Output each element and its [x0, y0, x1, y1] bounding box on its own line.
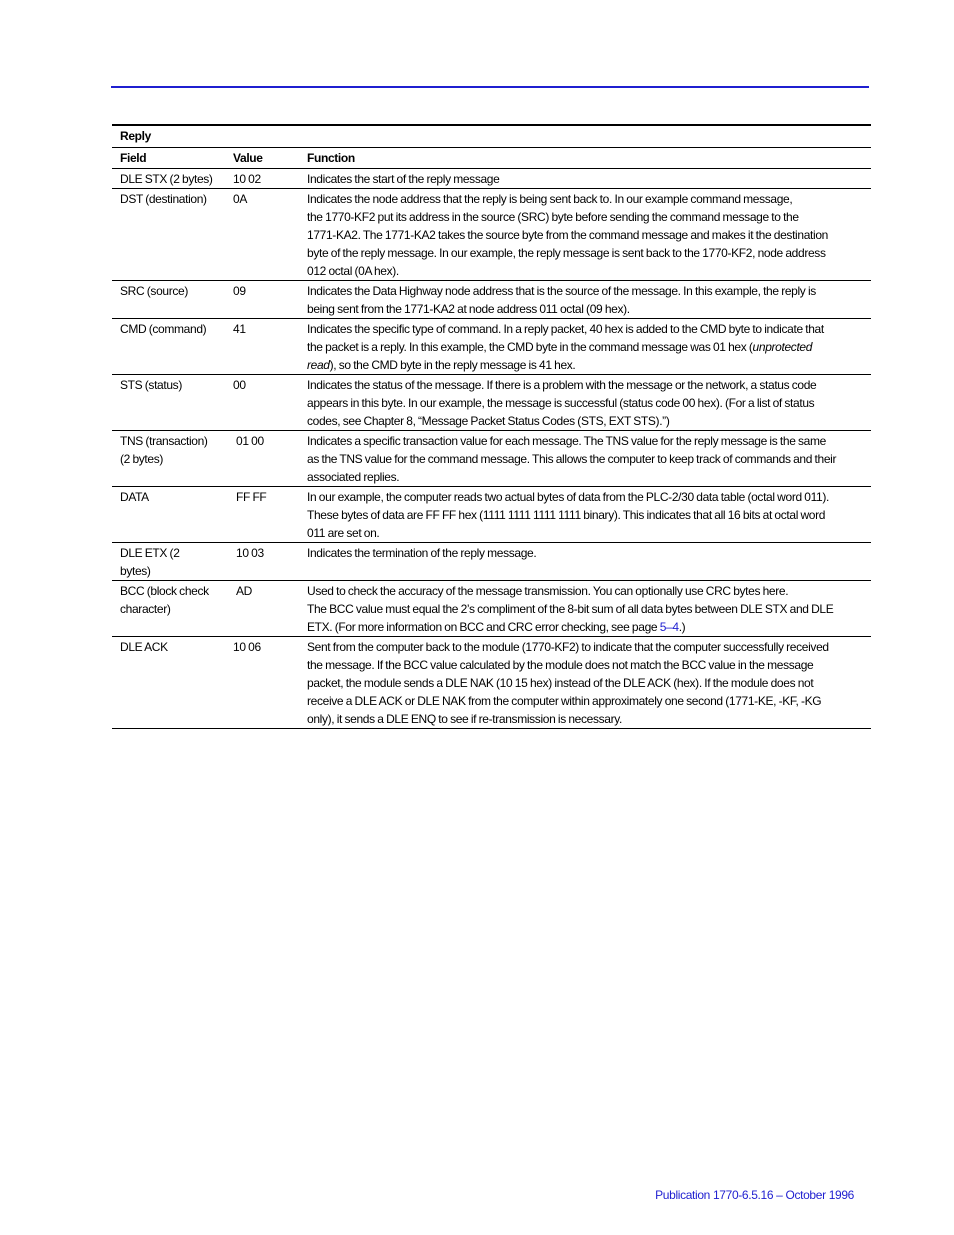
table-row [112, 375, 871, 431]
function-line [307, 618, 867, 636]
page-link[interactable]: 5–4 [659, 620, 679, 634]
column-header-function: Function [307, 151, 355, 165]
function-line: Indicates the termination of the reply message. [307, 546, 537, 560]
function-text: ETX. (For more information on BCC and CRC error checking, see page [307, 620, 660, 634]
value-cell: 41 [233, 322, 246, 336]
table-row [112, 281, 871, 319]
field-line: DLE ETX (2 [120, 546, 180, 560]
function-text: .) [678, 620, 686, 634]
function-line: 011 are set on. [307, 526, 380, 540]
value-cell: 0A [233, 192, 247, 206]
function-cell [307, 581, 871, 636]
value-cell: 10 02 [233, 172, 261, 186]
value-cell: 00 [233, 378, 246, 392]
field-cell: DLE STX (2 bytes) [120, 172, 213, 186]
table-row [112, 169, 871, 189]
function-line: These bytes of data are FF FF hex (1111 1111 1111 1111 binary). This indicates that all 16 bits at octal word [307, 508, 826, 522]
header-rule [111, 86, 869, 88]
function-cell [307, 431, 871, 486]
function-line: 1771-KA2. The 1771-KA2 takes the source byte from the command message and makes it the destination [307, 228, 828, 242]
table-row [112, 319, 871, 375]
field-line: character) [120, 602, 171, 616]
column-header-field: Field [120, 151, 147, 165]
function-line: the 1770-KF2 put its address in the source (SRC) byte before sending the command message to the [307, 210, 799, 224]
table-caption: Reply [112, 126, 871, 148]
function-line: Sent from the computer back to the module (1770-KF2) to indicate that the computer successfully received [307, 640, 829, 654]
reply-table [112, 124, 871, 729]
function-line: only), it sends a DLE ENQ to see if re-transmission is necessary. [307, 712, 622, 726]
table-row [112, 637, 871, 728]
field-cell [112, 431, 233, 486]
field-cell: STS (status) [120, 378, 182, 392]
function-line: Indicates the status of the message. If there is a problem with the message or the network, a status code [307, 378, 817, 392]
function-cell [307, 637, 871, 728]
publication-footer: Publication 1770-6.5.16 – October 1996 [655, 1188, 854, 1202]
function-line: In our example, the computer reads two actual bytes of data from the PLC-2/30 data table (octal word 011). [307, 490, 829, 504]
function-line: packet, the module sends a DLE NAK (10 15 hex) instead of the DLE ACK (hex). If the module does not [307, 676, 814, 690]
function-cell [307, 189, 871, 280]
function-cell [307, 319, 871, 374]
function-cell [307, 281, 871, 318]
function-cell [307, 375, 871, 430]
function-line: receive a DLE ACK or DLE NAK from the computer within approximately one second (1771-KE, -KF, -KG [307, 694, 822, 708]
function-line: as the TNS value for the command message. This allows the computer to keep track of commands and their [307, 452, 837, 466]
field-line: BCC (block check [120, 584, 209, 598]
table-row [112, 431, 871, 487]
table-row [112, 189, 871, 281]
value-cell: 09 [233, 284, 246, 298]
field-cell [112, 581, 233, 636]
table-row [112, 581, 871, 637]
function-line: byte of the reply message. In our example, the reply message is sent back to the 1770-KF2, node address [307, 246, 826, 260]
table-header-row [112, 148, 871, 169]
value-cell: 10 06 [233, 640, 261, 654]
function-cell [307, 487, 871, 542]
function-line: Indicates the specific type of command. In a reply packet, 40 hex is added to the CMD byte to indicate that [307, 322, 824, 336]
emphasis-text: unprotected [752, 340, 813, 354]
value-cell: AD [236, 584, 252, 598]
function-line: Indicates a specific transaction value for each message. The TNS value for the reply message is the same [307, 434, 826, 448]
emphasis-text: read [307, 358, 330, 372]
field-line: bytes) [120, 564, 151, 578]
function-line: Indicates the node address that the reply is being sent back to. In our example command message, [307, 192, 793, 206]
table-row [112, 543, 871, 581]
field-cell: CMD (command) [120, 322, 207, 336]
column-header-value: Value [233, 151, 263, 165]
value-cell: 10 03 [236, 546, 264, 560]
function-line: appears in this byte. In our example, the message is successful (status code 00 hex). (For a list of status [307, 396, 815, 410]
function-line: codes, see Chapter 8, “Message Packet Status Codes (STS, EXT STS).”) [307, 414, 670, 428]
function-line: 012 octal (0A hex). [307, 264, 399, 278]
field-cell: SRC (source) [120, 284, 188, 298]
field-cell: DLE ACK [120, 640, 168, 654]
function-cell [307, 543, 871, 580]
field-line: (2 bytes) [120, 452, 164, 466]
function-line: The BCC value must equal the 2’s compliment of the 8-bit sum of all data bytes between DLE STX and DLE [307, 602, 834, 616]
function-line: being sent from the 1771-KA2 at node address 011 octal (09 hex). [307, 302, 630, 316]
function-line: Indicates the Data Highway node address that is the source of the message. In this example, the reply is [307, 284, 816, 298]
value-cell: 01 00 [236, 434, 264, 448]
function-line [307, 356, 867, 374]
field-line: TNS (transaction) [120, 434, 208, 448]
function-line [307, 338, 867, 356]
function-line: Indicates the start of the reply message [307, 172, 500, 186]
field-cell: DST (destination) [120, 192, 207, 206]
function-line: Used to check the accuracy of the message transmission. You can optionally use CRC bytes here. [307, 584, 789, 598]
value-cell: FF FF [236, 490, 267, 504]
field-cell: DATA [120, 490, 149, 504]
field-cell [112, 543, 233, 580]
function-line: the message. If the BCC value calculated by the module does not match the BCC value in the message [307, 658, 814, 672]
function-cell [307, 169, 871, 188]
table-row [112, 487, 871, 543]
function-text: ), so the CMD byte in the reply message is 41 hex. [329, 358, 576, 372]
function-text: the packet is a reply. In this example, the CMD byte in the command message was 01 hex ( [307, 340, 753, 354]
function-line: associated replies. [307, 470, 400, 484]
